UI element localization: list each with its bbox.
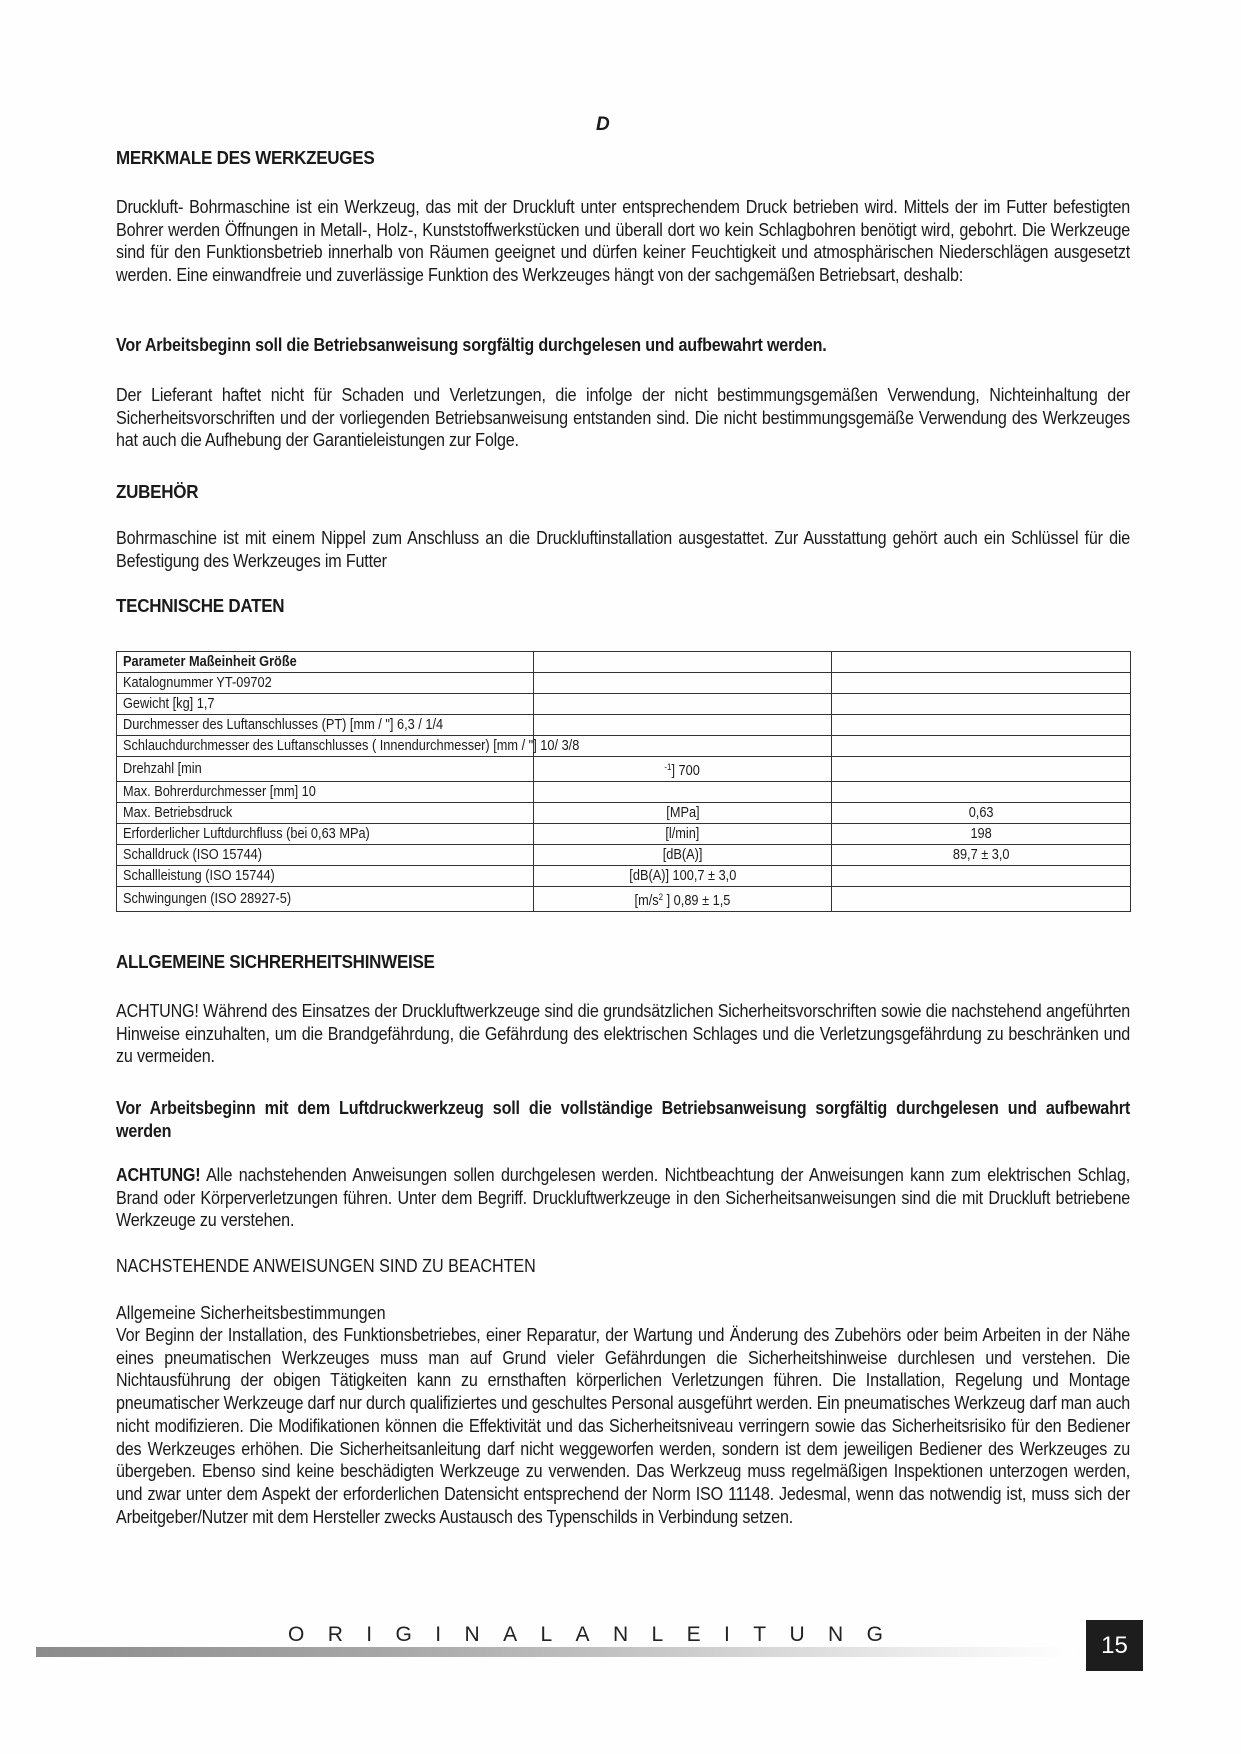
section-heading: TECHNISCHE DATEN: [116, 595, 285, 616]
table-row: [117, 887, 1131, 912]
merkmale-notice-block: [116, 334, 1130, 357]
achtung-label: ACHTUNG!: [116, 1165, 201, 1185]
subheading: NACHSTEHENDE ANWEISUNGEN SIND ZU BEACHTEN: [116, 1256, 536, 1276]
technical-data-table: [116, 651, 1131, 912]
table-cell: [832, 694, 1131, 715]
allgemeine-block: [116, 1302, 1130, 1528]
table-cell: 89,7 ± 3,0: [832, 845, 1131, 866]
table-cell: Schalldruck (ISO 15744): [117, 845, 534, 866]
table-cell: Drehzahl [min: [117, 757, 534, 782]
table-cell: [832, 673, 1131, 694]
table-cell: Katalognummer YT-09702: [117, 673, 534, 694]
liability-paragraph: Der Lieferant haftet nicht für Schaden und Verletzungen, die infolge der nicht bestimmungsgemäßen Verwendung, Nichteinhaltung der Sicherheitsvorschriften und der vorliegenden Betriebsanweisung entstanden sind. Die nicht bestimmungsgemäße Verwendung des Werkzeuges hat auch die Aufhebung der Garantieleistungen zur Folge.: [116, 385, 1131, 450]
achtung2-block: [116, 1164, 1130, 1232]
table-cell: Schwingungen (ISO 28927-5): [117, 887, 534, 912]
table-cell: Parameter Maßeinheit Größe: [117, 652, 534, 673]
table-cell: [832, 782, 1131, 803]
merkmale-paragraph-block: [116, 196, 1130, 286]
table-cell: [832, 887, 1131, 912]
table-cell: [832, 757, 1131, 782]
section-sicherheit: [116, 950, 1130, 974]
table-row: [117, 803, 1131, 824]
table-row: [117, 782, 1131, 803]
table-cell: [534, 673, 832, 694]
table-cell: Schlauchdurchmesser des Luftanschlusses ( Innendurchmesser) [mm / "] 10/ 3/8: [117, 736, 534, 757]
achtung-text: Alle nachstehenden Anweisungen sollen durchgelesen werden. Nichtbeachtung der Anweisungen kann zum elektrischen Schlag, Brand oder Körperverletzungen führen. Unter dem Begriff. Druckluftwerkzeuge in den Sicherheitsanweisungen sind die mit Druckluft betriebene Werkzeuge zu verstehen.: [116, 1165, 1131, 1230]
table-cell: Schallleistung (ISO 15744): [117, 866, 534, 887]
liability-block: [116, 384, 1130, 452]
table-cell: Max. Bohrerdurchmesser [mm] 10: [117, 782, 534, 803]
table-cell: [l/min]: [534, 824, 832, 845]
table-cell: Durchmesser des Luftanschlusses (PT) [mm / "] 6,3 / 1/4: [117, 715, 534, 736]
section-heading: ZUBEHÖR: [116, 481, 199, 502]
section-zubehoer: [116, 480, 1130, 504]
footer-bar: [36, 1647, 1076, 1657]
table-cell: [534, 782, 832, 803]
table-cell: Erforderlicher Luftdurchfluss (bei 0,63 MPa): [117, 824, 534, 845]
table-row: [117, 824, 1131, 845]
table-cell: [$m/s^2$ ] 0,89 ± 1,5: [534, 887, 832, 912]
zubehoer-paragraph: Bohrmaschine ist mit einem Nippel zum Anschluss an die Druckluftinstallation ausgestattet. Zur Ausstattung gehört auch ein Schlüssel für die Befestigung des Werkzeuges im Futter: [116, 528, 1131, 571]
table-cell: 0,63: [832, 803, 1131, 824]
table-cell: [832, 866, 1131, 887]
nachstehende-block: [116, 1255, 1130, 1277]
table-row: [117, 757, 1131, 782]
section-heading: ALLGEMEINE SICHRERHEITSHINWEISE: [116, 951, 435, 972]
table-cell: Max. Betriebsdruck: [117, 803, 534, 824]
table-row: [117, 845, 1131, 866]
table-cell: [dB(A)]: [534, 845, 832, 866]
table-row: [117, 652, 1131, 673]
section-merkmale: [116, 146, 1130, 170]
sicherheit-notice-block: [116, 1097, 1130, 1142]
achtung-paragraph-2: [116, 1164, 1130, 1232]
achtung-paragraph: ACHTUNG! Während des Einsatzes der Druckluftwerkzeuge sind die grundsätzlichen Sicherheitsvorschriften sowie die nachstehend angeführten Hinweise einzuhalten, um die Brandgefährdung, die Gefährdung des elektrischen Schlages und die Verletzungsgefährdung zu beschränken und zu vermeiden.: [116, 1001, 1131, 1066]
page-number: 15: [1086, 1620, 1143, 1671]
bold-notice: Vor Arbeitsbeginn soll die Betriebsanweisung sorgfältig durchgelesen und aufbewahrt werden.: [116, 335, 827, 355]
bold-notice: Vor Arbeitsbeginn mit dem Luftdruckwerkzeug soll die vollständige Betriebsanweisung sorgfältig durchgelesen und aufbewahrt werden: [116, 1098, 1131, 1141]
table-row: [117, 866, 1131, 887]
table-row: [117, 736, 1131, 757]
zubehoer-paragraph-block: [116, 527, 1130, 572]
table-cell: [832, 736, 1131, 757]
table-cell: [534, 715, 832, 736]
table-cell: [dB(A)] 100,7 ± 3,0: [534, 866, 832, 887]
table-cell: $^{-1}$] 700: [534, 757, 832, 782]
achtung1-block: [116, 1000, 1130, 1068]
table-cell: [MPa]: [534, 803, 832, 824]
subheading: Allgemeine Sicherheitsbestimmungen: [116, 1303, 386, 1323]
table-row: [117, 673, 1131, 694]
merkmale-paragraph: Druckluft- Bohrmaschine ist ein Werkzeug, das mit der Druckluft unter entsprechendem Druck betrieben wird. Mittels der im Futter befestigten Bohrer werden Öffnungen in Metall-, Holz-, Kunststoffwerkstücken und überall dort wo kein Schlagbohren benötigt wird, gebohrt. Die Werkzeuge sind für den Funktionsbetrieb innerhalb von Räumen geeignet und dürfen keiner Feuchtigkeit und atmosphärischen Niederschlägen ausgesetzt werden. Eine einwandfreie und zuverlässige Funktion des Werkzeuges hängt von der sachgemäßen Betriebsart, deshalb:: [116, 197, 1131, 285]
table-row: [117, 694, 1131, 715]
footer-label: ORIGINALANLEITUNG: [288, 1623, 907, 1646]
table-cell: [832, 715, 1131, 736]
section-heading: MERKMALE DES WERKZEUGES: [116, 147, 375, 168]
table-cell: [534, 694, 832, 715]
table-cell: 198: [832, 824, 1131, 845]
allgemeine-paragraph: Vor Beginn der Installation, des Funktionsbetriebes, einer Reparatur, der Wartung und Änderung des Zubehörs oder beim Arbeiten in der Nähe eines pneumatischen Werkzeuges muss man auf Grund vieler Gefährdungen die Sicherheitshinweise durchlesen und verstehen. Die Nichtausführung der obigen Tätigkeiten kann zu ernsthaften körperlichen Verletzungen führen. Die Installation, Regelung und Montage pneumatischer Werkzeuge darf nur durch qualifiziertes und geschultes Personal ausgeführt werden. Ein pneumatisches Werkzeug darf man auch nicht modifizieren. Die Modifikationen können die Effektivität und das Sicherheitsniveau verringern sowie das Sicherheitsrisiko für den Bediener des Werkzeuges erhöhen. Die Sicherheitsanleitung darf nicht weggeworfen werden, sondern ist dem jeweiligen Bediener des Werkzeuges zu übergeben. Ebenso sind keine beschädigten Werkzeuge zu verwenden. Das Werkzeug muss regelmäßigen Inspektionen unterzogen werden, und zwar unter dem Aspekt der erforderlichen Datensicht entsprechend der Norm ISO 11148. Jedesmal, wenn das notwendig ist, muss sich der Arbeitgeber/Nutzer mit dem Hersteller zwecks Austausch des Typenschilds in Verbindung setzen.: [116, 1325, 1131, 1527]
table-row: [117, 715, 1131, 736]
table-cell: [832, 652, 1131, 673]
table-cell: Gewicht [kg] 1,7: [117, 694, 534, 715]
language-marker: D: [596, 114, 610, 135]
section-technische-daten: [116, 594, 1130, 618]
table-cell: [534, 652, 832, 673]
